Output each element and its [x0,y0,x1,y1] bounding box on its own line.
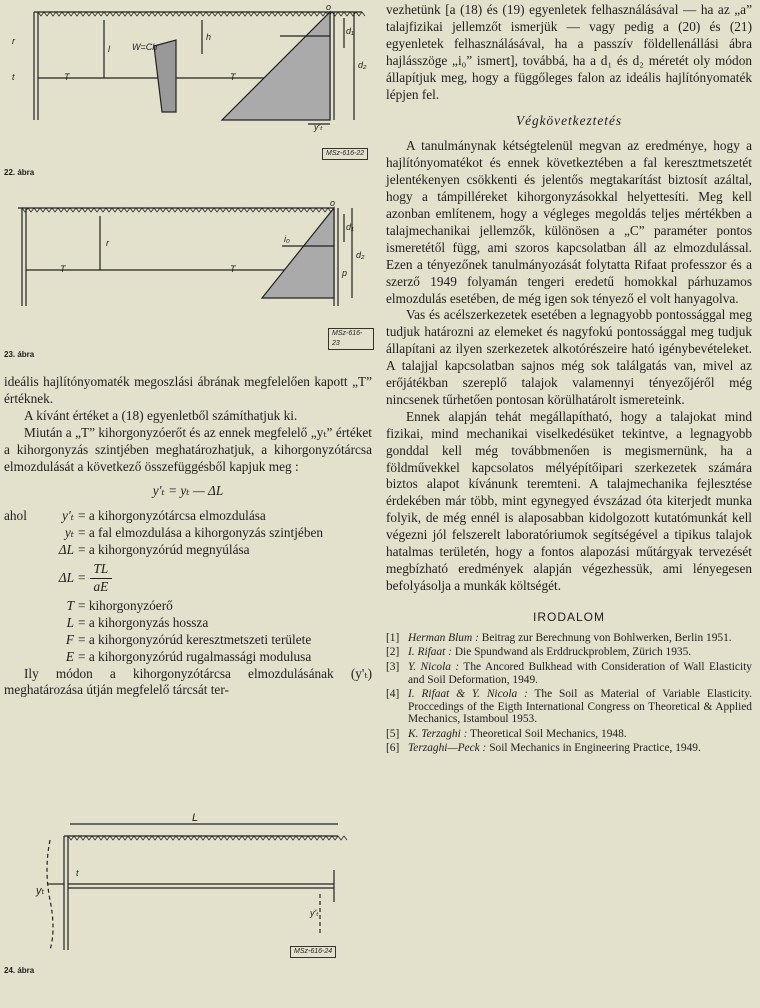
reference-author: Terzaghi—Peck : [408,742,487,755]
definition-symbol: E [65,648,74,664]
definition-symbol: ΔL [58,542,74,558]
fig22-label-l: l [108,44,110,54]
fig23-label-T-left: T [60,264,66,274]
reference-item [386,646,752,659]
fig24-label-yt-prime: y'ₜ [310,908,319,918]
right-paragraph-4: Ennek alapján tehát megállapítható, hogy a talajokat mind fizikai, mind mechanikai viselkedésüket tekintve, a legnagyobb gonddal kell még továbbmenően is megismernünk, ha a földművekkel kapcsolatos mélyépítőipari szerkezetek számára biztos alapot kívánunk teremteni. A talajmechanika fejlesztése érdekében már több, mint egynegyed évszázad óta kiterjedt munka folyik, de még ennél is alaposabban kidolgozott kutatómunkát kell végezni jól felszerelt laboratóriumok segítségével a tipikus talajok hatalmas területén, hogy a fontos alapozási műtárgyak tervezését megbízható eredmények alapján végezhessük, ami lényegesen befolyásolja a munkák költségét. [386,408,752,593]
definition-row [4,598,372,615]
reference-text: The Ancored Bulkhead with Consideration of Wall Elasticity and Soil Deformation, 1949. [408,660,752,686]
reference-number: [4] [386,688,400,701]
figure-22-drawing [4,2,374,162]
definition-text: = kihorgonyzóerő [78,597,173,613]
fraction-symbol: ΔL [58,570,74,586]
reference-text: Beitrag zur Berechnung von Bohlwerken, Berlin 1951. [478,631,732,644]
reference-author: I. Rifaat : [408,646,452,659]
figure-22 [4,2,374,162]
reference-item [386,688,752,726]
reference-author: Herman Blum : [408,631,479,644]
fig24-stamp: MSz-616-24 [290,946,336,958]
definition-text: = a kihorgonyzórúd megnyúlása [78,542,250,558]
definition-text: = a kihorgonyzórúd keresztmetszeti területe [78,631,312,647]
fraction-denominator: aE [93,578,109,594]
reference-author: I. Rifaat & Y. Nicola : [408,688,528,701]
definition-text: = a kihorgonyzórúd rugalmassági modulusa [78,648,312,664]
reference-author: Y. Nicola : [408,660,460,673]
reference-text: The Soil as Material of Variable Elasticity. Proccedings of the Eigth International Congress on Theoretical & Applied Mechanics, Istamboul 1953. [408,688,752,726]
fig23-label-d2: d₂ [356,250,365,260]
definition-row [4,649,372,666]
fig23-label-i0: i₀ [284,234,290,244]
definition-row [4,615,372,632]
figure-22-caption: 22. ábra [4,168,35,177]
fig24-label-yt: yₜ [36,885,45,897]
definition-text: = a kihorgonyzás hossza [78,614,209,630]
right-paragraph-3: Vas és acélszerkezetek esetében a legnagyobb pontossággal meg tudjuk határozni az elemeket és nagyfokú pontossággal meg tudjuk állapítani az ilyen szerkezetek alkotórészeire ható igénybevételeket. A talajjal kapcsolatban sajnos még sok találgatás van, mivel az erőjátékban szereplő talajok valamennyi tényezőjéről még nincsenek tűrhetően pontosan körülhatárolt ismereteink. [386,307,752,407]
left-paragraph-1: ideális hajlítónyomaték megoszlási ábrának megfelelően kapott „T” értéknek. [4,374,372,406]
reference-item [386,632,752,645]
right-column [386,2,752,757]
fig22-label-W: W=Ch [132,42,158,52]
fig22-label-T-right: T [230,72,236,82]
definition-symbol: y'ₜ [61,508,74,524]
reference-number: [3] [386,660,400,673]
left-paragraph-2: A kívánt értéket a (18) egyenletből számíthatjuk ki. [24,407,298,423]
fig22-label-T-left: T [64,72,70,82]
fig22-label-r: r [12,36,15,46]
figure-24 [4,810,374,970]
section-heading: Végkövetkeztetés [515,113,623,129]
fig22-label-o: o [326,2,332,12]
reference-item [386,728,752,741]
references-list [386,632,752,755]
fig23-label-r: r [106,238,109,248]
definition-symbol: F [65,631,74,647]
fig23-label-d1: d₁ [346,222,354,232]
definition-row [4,508,372,525]
right-paragraph-1: vezhetünk [a (18) és (19) egyenletek felhasználásával — ha az „a” talajfizikai jellemzőt ismerjük — vagy pedig a (20) és (21) egyenletek felhasználásával, ha a passzív földellenállási ábra hajlásszöge „i₀” ismert], továbbá, ha a d₁ és d₂ méretét oly módon állapítjuk meg, hogy a függőleges falon az ideális hajlítónyomaték lépjen fel. [386,2,752,102]
figure-23-caption: 23. ábra [4,350,35,359]
fig22-label-h: h [206,32,212,42]
left-paragraph-3: Miután a „T” kihorgonyzóerőt és az ennek megfelelő „yₜ” értéket a kihorgonyzás szintjében meghatározhatjuk, a kihorgonyzótárcsa elmozdulását a következő összefüggésből kapjuk meg : [4,424,372,474]
fig23-label-T-right: T [230,264,236,274]
fig24-label-L: L [192,812,199,824]
fig22-label-yt: y'ₜ [314,122,323,132]
fig22-label-d2: d₂ [358,60,367,70]
reference-item [386,661,752,686]
displacement-formula: y'ₜ = yₜ — ΔL [152,483,224,499]
right-paragraph-2: A tanulmánynak kétségtelenül megvan az eredménye, hogy a hajlítónyomatékot és ennek következtében a fal keresztmetszetét jelentékenyen csökkenti és jelentős megtakarítást biztosít azáltal, hogy a támpilléreket kihorgonyzásokkal helyettesíti. Meg kell azonban említenem, hogy a végleges megoldás teljes mértékben a talajmechanikai jellemzők, különösen a „C” paraméter pontos ismeretétől függ, ami szoros kapcsolatban áll az elmozdulással. Ezen a tényezőnek tanulmányozását folytatta Rifaat professzor és a szerző 1949 folyamán tengeri eredetű homokkal párhuzamos elmozdulás esetében, de még igen sok tényező el volt hanyagolva. [386,138,752,306]
reference-number: [5] [386,727,400,740]
reference-number: [1] [386,631,400,644]
definition-text: = a fal elmozdulása a kihorgonyzás szintjében [78,525,324,541]
fig23-label-p: p [342,268,348,278]
figure-24-caption: 24. ábra [4,966,35,975]
reference-item [386,742,752,755]
fig22-stamp: MSz-616-22 [322,148,368,160]
definition-symbol: T [66,597,74,613]
definition-text: = a kihorgonyzótárcsa elmozdulása [78,508,266,524]
references-title: IRODALOM [532,609,605,624]
reference-text: Die Spundwand als Erddruckproblem, Zürich 1935. [451,646,692,659]
elongation-fraction [90,561,113,596]
definition-row [4,632,372,649]
fraction-numerator: TL [90,561,113,579]
reference-text: Theoretical Soil Mechanics, 1948. [467,727,627,740]
left-paragraph-4: Ily módon a kihorgonyzótárcsa elmozdulásának (y'ₜ) meghatározása útján megfelelő tárcsát ter- [4,665,372,698]
fig24-label-t: t [76,868,79,878]
fig22-label-t: t [12,72,15,82]
definition-symbol: L [66,614,74,630]
fig23-stamp: MSz-616-23 [328,328,374,350]
left-column [4,374,372,699]
definition-row [4,525,372,542]
reference-text: Soil Mechanics in Engineering Practice, 1949. [486,742,701,755]
definition-symbol: yₜ [64,525,74,541]
fraction-row [4,561,372,596]
figure-23 [4,198,374,346]
ahol-word: ahol [4,508,27,524]
reference-author: K. Terzaghi : [408,727,468,740]
reference-number: [2] [386,646,400,659]
reference-number: [6] [386,742,400,755]
definitions-list [4,508,372,665]
definition-row [4,542,372,559]
fig23-label-o: o [330,198,336,208]
fraction-equals: = [78,570,86,586]
fig22-label-d1: d₁ [346,26,354,36]
